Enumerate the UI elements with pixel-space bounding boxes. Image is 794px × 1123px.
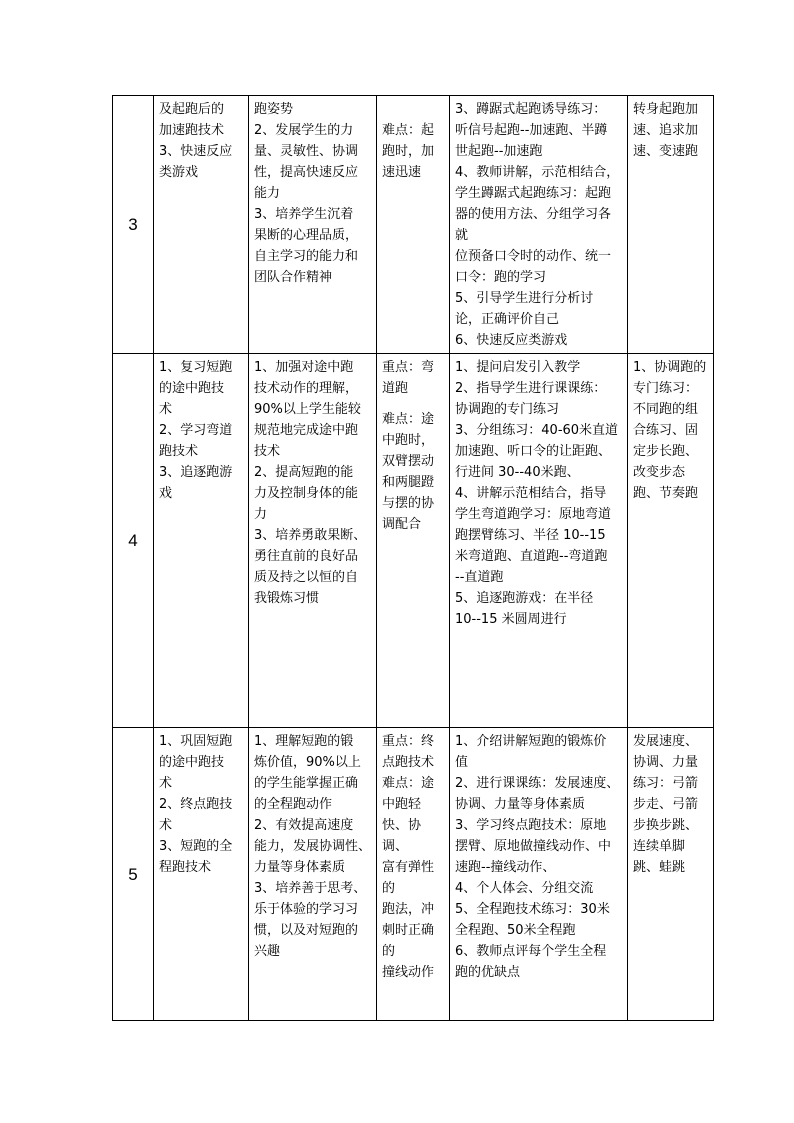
table-row <box>113 728 714 1021</box>
cell-line: 1、协调跑的 <box>633 360 707 375</box>
cell-line: 自主学习的能力和 <box>254 249 359 264</box>
cell-line: 3、分组练习：40-60米直道 <box>455 423 619 438</box>
cell-line: 2、发展学生的力 <box>254 123 354 138</box>
cell-line: 6、快速反应类游戏 <box>455 333 568 348</box>
line-spacer <box>382 399 444 409</box>
cell-line: 连续单脚 <box>633 839 686 854</box>
cell-line: 论，正确评价自己 <box>455 312 560 327</box>
key-points-cell <box>377 728 450 1021</box>
cell-line: 加速跑技术 <box>159 123 225 138</box>
cell-line: 快、协调、 <box>382 818 422 854</box>
cell-line: 重点：终 <box>382 734 435 749</box>
cell-line: 行进间 30--40米跑、 <box>455 465 580 480</box>
lesson-number-text: 3 <box>128 215 138 234</box>
lesson-number-text: 5 <box>128 864 138 884</box>
cell-line: 5、追逐跑游戏：在半径 <box>455 591 594 606</box>
cell-line: 调配合 <box>382 517 422 532</box>
cell-line: 学生蹲踞式起跑练习：起跑 <box>455 186 612 201</box>
cell-line: 跑摆臂练习、半径 10--15 <box>455 528 606 543</box>
cell-line: 3、蹲踞式起跑诱导练习： <box>455 102 607 117</box>
cell-line: 跑姿势 <box>254 102 294 117</box>
cell-line: 5、引导学生进行分析讨 <box>455 291 594 306</box>
cell-line: 术 <box>159 818 173 833</box>
exercises-cell <box>628 728 714 1021</box>
cell-line: 中跑轻 <box>382 797 422 812</box>
cell-line: 类游戏 <box>159 165 199 180</box>
cell-line: 术 <box>159 776 173 791</box>
cell-line: 不同跑的组 <box>633 402 699 417</box>
cell-line: 专门练习： <box>633 381 699 396</box>
cell-line: 2、提高短跑的能 <box>254 465 354 480</box>
cell-line: 难点：途 <box>382 412 435 427</box>
cell-line: 力 <box>254 507 268 522</box>
cell-line: 1、提问启发引入教学 <box>455 360 581 375</box>
cell-line: 与摆的协 <box>382 496 435 511</box>
cell-line: 的学生能掌握正确 <box>254 776 359 791</box>
cell-line: 双臂摆动 <box>382 454 435 469</box>
cell-line: 重点：弯 <box>382 360 435 375</box>
cell-line: 3、快速反应 <box>159 144 233 159</box>
cell-line: 兴趣 <box>254 944 281 959</box>
cell-line: 听信号起跑--加速跑、半蹲 <box>455 123 608 138</box>
cell-line: 协调、力量等身体素质 <box>455 797 586 812</box>
cell-line: 1、理解短跑的锻 <box>254 734 354 749</box>
cell-line <box>382 99 444 120</box>
cell-line: 10--15 米圆周进行 <box>455 612 567 627</box>
cell-line: 量、灵敏性、协调 <box>254 144 359 159</box>
cell-line: 协调跑的专门练习 <box>455 402 560 417</box>
lesson-plan-table <box>112 95 714 1021</box>
cell-line: 术 <box>159 402 173 417</box>
cell-line: 跑时，加 <box>382 144 435 159</box>
cell-line: 加速跑、听口令的让距跑、 <box>455 444 612 459</box>
cell-line: 团队合作精神 <box>254 270 333 285</box>
cell-line: 速跑--撞线动作、 <box>455 860 556 875</box>
cell-line: 质及持之以恒的自 <box>254 570 359 585</box>
cell-line: 点跑技术 <box>382 755 435 770</box>
objectives-cell <box>249 728 377 1021</box>
cell-line: 器的使用方法、分组学习各就 <box>455 207 612 243</box>
cell-line: 惯，以及对短跑的 <box>254 923 359 938</box>
cell-line: 跑的优缺点 <box>455 965 521 980</box>
cell-line: 3、短跑的全 <box>159 839 233 854</box>
cell-line: 我锻炼习惯 <box>254 591 320 606</box>
cell-line: 位预备口令时的动作、统一 <box>455 249 612 264</box>
cell-line: 炼价值，90%以上 <box>254 755 361 770</box>
lesson-number <box>113 728 154 1021</box>
cell-line: 的途中跑技 <box>159 755 225 770</box>
cell-line: 性，提高快速反应 <box>254 165 359 180</box>
cell-line: 3、培养学生沉着 <box>254 207 354 222</box>
cell-line: 程跑技术 <box>159 860 212 875</box>
cell-line: 摆臂、原地做撞线动作、中 <box>455 839 612 854</box>
table-row <box>113 96 714 354</box>
key-points-cell <box>377 96 450 354</box>
cell-line: 3、追逐跑游 <box>159 465 233 480</box>
cell-line: 3、培养善于思考、 <box>254 881 367 896</box>
cell-line: 1、加强对途中跑 <box>254 360 354 375</box>
cell-line: 1、复习短跑 <box>159 360 233 375</box>
content-cell <box>154 96 249 354</box>
cell-line: 2、指导学生进行课课练： <box>455 381 607 396</box>
cell-line: 合练习、固 <box>633 423 699 438</box>
cell-line: 跳、蛙跳 <box>633 860 686 875</box>
cell-line: --直道跑 <box>455 570 504 585</box>
cell-line: 定步长跑、 <box>633 444 699 459</box>
cell-line: 1、巩固短跑 <box>159 734 233 749</box>
cell-line: 转身起跑加 <box>633 102 699 117</box>
cell-line: 4、教师讲解，示范相结合， <box>455 165 620 180</box>
cell-line: 难点：起 <box>382 123 435 138</box>
cell-line: 值 <box>455 755 469 770</box>
process-cell <box>450 354 628 728</box>
cell-line: 速迅速 <box>382 165 422 180</box>
cell-line: 学生弯道跑学习：原地弯道 <box>455 507 612 522</box>
cell-line: 撞线动作 <box>382 965 435 980</box>
cell-line: 3、培养勇敢果断、 <box>254 528 367 543</box>
cell-line: 4、个人体会、分组交流 <box>455 881 594 896</box>
cell-line: 技术 <box>254 444 281 459</box>
cell-line: 2、有效提高速度 <box>254 818 354 833</box>
content-cell <box>154 354 249 728</box>
cell-line: 3、学习终点跑技术：原地 <box>455 818 607 833</box>
cell-line: 勇往直前的良好品 <box>254 549 359 564</box>
cell-line: 戏 <box>159 486 173 501</box>
cell-line: 果断的心理品质， <box>254 228 359 243</box>
cell-line: 中跑时， <box>382 433 435 448</box>
cell-line: 5、全程跑技术练习：30米 <box>455 902 610 917</box>
process-cell <box>450 96 628 354</box>
table-row <box>113 354 714 728</box>
cell-line: 的全程跑动作 <box>254 797 333 812</box>
cell-line: 90%以上学生能较 <box>254 402 361 417</box>
objectives-cell <box>249 96 377 354</box>
cell-line: 能力 <box>254 186 281 201</box>
cell-line: 步走、弓箭 <box>633 797 699 812</box>
cell-line: 米弯道跑、直道跑--弯道跑 <box>455 549 608 564</box>
content-cell <box>154 728 249 1021</box>
cell-line: 规范地完成途中跑 <box>254 423 359 438</box>
cell-line: 跑、节奏跑 <box>633 486 699 501</box>
cell-line: 速、变速跑 <box>633 144 699 159</box>
cell-line: 2、终点跑技 <box>159 797 233 812</box>
cell-line: 速、追求加 <box>633 123 699 138</box>
cell-line: 世起跑--加速跑 <box>455 144 543 159</box>
cell-line: 力量等身体素质 <box>254 860 346 875</box>
cell-line: 富有弹性的 <box>382 860 435 896</box>
cell-line: 6、教师点评每个学生全程 <box>455 944 607 959</box>
cell-line: 发展速度、 <box>633 734 699 749</box>
exercises-cell <box>628 354 714 728</box>
cell-line: 全程跑、50米全程跑 <box>455 923 576 938</box>
cell-line: 难点：途 <box>382 776 435 791</box>
cell-line: 道跑 <box>382 381 409 396</box>
lesson-number-text: 4 <box>128 531 138 550</box>
cell-line: 步换步跳、 <box>633 818 699 833</box>
key-points-cell <box>377 354 450 728</box>
cell-line: 能力，发展协调性、 <box>254 839 372 854</box>
cell-line: 4、讲解示范相结合，指导 <box>455 486 607 501</box>
cell-line: 协调、力量 <box>633 755 699 770</box>
lesson-number <box>113 96 154 354</box>
cell-line: 技术动作的理解， <box>254 381 359 396</box>
lesson-number <box>113 354 154 728</box>
cell-line: 乐于体验的学习习 <box>254 902 359 917</box>
cell-line: 及起跑后的 <box>159 102 225 117</box>
process-cell <box>450 728 628 1021</box>
cell-line: 练习：弓箭 <box>633 776 699 791</box>
cell-line: 刺时正确的 <box>382 923 435 959</box>
cell-line: 2、学习弯道 <box>159 423 233 438</box>
cell-line: 1、介绍讲解短跑的锻炼价 <box>455 734 607 749</box>
cell-line: 口令：跑的学习 <box>455 270 547 285</box>
cell-line: 的途中跑技 <box>159 381 225 396</box>
exercises-cell <box>628 96 714 354</box>
cell-line: 改变步态 <box>633 465 686 480</box>
cell-line: 跑法，冲 <box>382 902 435 917</box>
cell-line: 2、进行课课练：发展速度、 <box>455 776 620 791</box>
cell-line: 跑技术 <box>159 444 199 459</box>
cell-line: 力及控制身体的能 <box>254 486 359 501</box>
cell-line: 和两腿蹬 <box>382 475 435 490</box>
objectives-cell <box>249 354 377 728</box>
